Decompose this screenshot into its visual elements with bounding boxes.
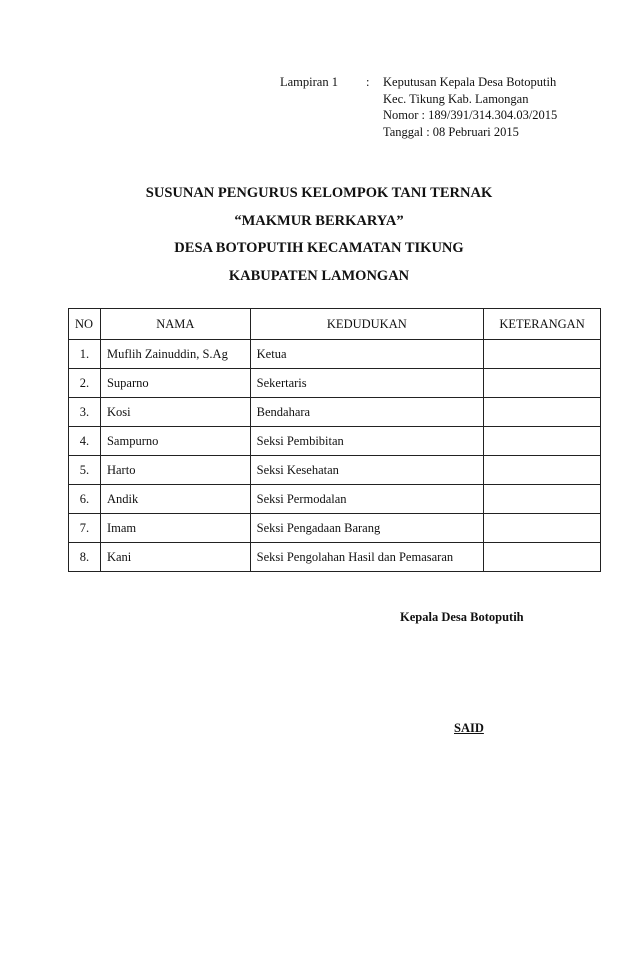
table-row [69,514,601,543]
cell-nama: Kosi [100,398,250,427]
title-line-3: DESA BOTOPUTIH KECAMATAN TIKUNG [174,240,464,256]
members-table [68,308,601,572]
cell-kedudukan: Bendahara [250,398,483,427]
lampiran-details [383,74,557,140]
cell-nama: Sampurno [100,427,250,456]
table-header-row [69,309,601,340]
cell-keterangan [484,427,601,456]
cell-nama: Imam [100,514,250,543]
cell-kedudukan: Seksi Permodalan [250,485,483,514]
cell-no: 3. [69,398,101,427]
document-title [0,182,638,292]
title-line-1: SUSUNAN PENGURUS KELOMPOK TANI TERNAK [145,185,493,201]
header-keterangan: KETERANGAN [484,309,601,340]
table-row [69,485,601,514]
header-kedudukan: KEDUDUKAN [250,309,483,340]
cell-no: 7. [69,514,101,543]
cell-no: 5. [69,456,101,485]
cell-kedudukan: Seksi Pengadaan Barang [250,514,483,543]
cell-keterangan [484,485,601,514]
cell-no: 1. [69,340,101,369]
cell-keterangan [484,369,601,398]
header-no: NO [69,309,101,340]
table-row [69,398,601,427]
cell-no: 4. [69,427,101,456]
lampiran-line: Keputusan Kepala Desa Botoputih [383,75,557,89]
cell-keterangan [484,398,601,427]
signature-name: SAID [454,721,484,735]
cell-no: 2. [69,369,101,398]
cell-keterangan [484,543,601,572]
signature-title: Kepala Desa Botoputih [400,610,524,624]
cell-kedudukan: Seksi Pembibitan [250,427,483,456]
cell-nama: Muflih Zainuddin, S.Ag [100,340,250,369]
cell-no: 6. [69,485,101,514]
cell-nama: Suparno [100,369,250,398]
title-line-2: “MAKMUR BERKARYA” [234,212,404,229]
header-nama: NAMA [100,309,250,340]
lampiran-header [280,74,557,140]
table-row [69,543,601,572]
table-row [69,340,601,369]
cell-nama: Harto [100,456,250,485]
lampiran-line: Tanggal : 08 Pebruari 2015 [383,124,519,139]
title-line-4: KABUPATEN LAMONGAN [228,267,410,284]
cell-nama: Andik [100,485,250,514]
cell-keterangan [484,456,601,485]
cell-keterangan [484,514,601,543]
table-row [69,427,601,456]
cell-kedudukan: Seksi Pengolahan Hasil dan Pemasaran [250,543,483,572]
lampiran-line: Nomor : 189/391/314.304.03/2015 [383,108,558,122]
cell-nama: Kani [100,543,250,572]
lampiran-line: Kec. Tikung Kab. Lamongan [383,91,529,106]
lampiran-label: Lampiran 1 [280,75,338,89]
cell-no: 8. [69,543,101,572]
table-row [69,369,601,398]
cell-kedudukan: Sekertaris [250,369,483,398]
lampiran-colon: : [366,75,370,89]
table-row [69,456,601,485]
cell-keterangan [484,340,601,369]
cell-kedudukan: Ketua [250,340,483,369]
cell-kedudukan: Seksi Kesehatan [250,456,483,485]
